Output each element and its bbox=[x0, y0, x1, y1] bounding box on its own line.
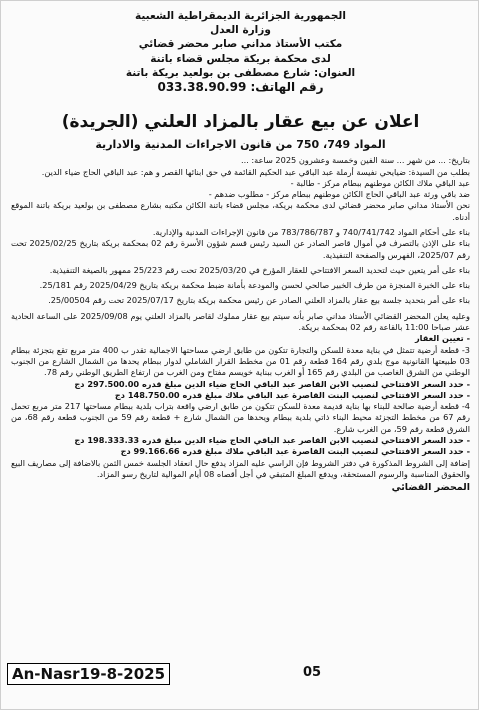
page-footer bbox=[7, 663, 472, 687]
date-line: بتاريخ: ... من شهر ... سنة الفين وخمسة وعشرون 2025 ساعة: ... bbox=[241, 155, 470, 166]
lot-3-price-son: - حدد السعر الافتتاحي لنصيب الابن القاصر عبد الباقي الحاج ضياء الدين مبلغ قدره 297.500.00 دج bbox=[74, 378, 470, 389]
hearing-paragraph: بناء على أمر يتعين حيث لتحديد السعر الافتتاحي للعقار المؤرخ في 2025/03/20 تحت رقم 25/223 ممهور بالصيغة التنفيذية. bbox=[49, 264, 470, 275]
requester-line: بطلب من السيدة: ضيايحي نفيسة أرملة عبد الباقي عبد الحكيم القائمة في حق ابنائها القصر و هم: عبد الباقي الحاج ضياء الدين. bbox=[41, 166, 470, 177]
court-line: لدى محكمة بريكة مجلس قضاء باتنة bbox=[150, 52, 331, 65]
announcement-paragraph: وعليه يعلن المحضر القضائي الأستاذ مداني صابر بأنه سيتم بيع عقار مملوك لقاصر بالمزاد العلني يوم 2025/09/08 على الساعة الحادية عشر صباحا 11:00 بالقاعة رقم 02 بمحكمة بريكة. bbox=[11, 310, 470, 333]
bailiff-signature: المحضر القضائي bbox=[391, 482, 470, 494]
notice-title: اعلان عن بيع عقار بالمزاد العلني (الجريدة) bbox=[61, 112, 420, 133]
lot-4-price-daughter: - حدد السعر الافتتاحي لنصيب البنت القاصرة عبد الباقي ملاك مبلغ قدره 99.166.66 دج bbox=[120, 446, 470, 457]
articles-paragraph: بناء على أحكام المواد 740/741/742 و 783/786/787 من قانون الإجراءات المدنية والإدارية. bbox=[152, 227, 470, 237]
expert-paragraph: بناء على الخبرة المنجزة من طرف الخبير صالحي لحسن والمودعة بأمانة ضبط محكمة بريكة بتاريخ 2025/04/29 رقم 25/181. bbox=[39, 280, 470, 291]
address-line: العنوان: شارع مصطفى بن بولعيد بريكة باتنة bbox=[125, 66, 356, 79]
newspaper-reference: An-Nasr19-8-2025 bbox=[7, 663, 170, 685]
phone-line: رقم الهاتف: 033.38.90.99 bbox=[157, 80, 324, 95]
sale-order-paragraph: بناء على أمر بتحديد جلسة بيع عقار بالمزاد العلني الصادر عن رئيس محكمة بريكة بتاريخ 2025/07/17 تحت رقم 25/00504. bbox=[48, 295, 470, 306]
property-heading: - تعيين العقار bbox=[414, 333, 470, 344]
payment-paragraph: إضافة إلى الشروط المذكورة في دفتر الشروط فإن الراسي عليه المزاد يدفع حال انعقاد الجلسة خمس الثمن بالاضافة إلى مصاريف البيع والحقوق المناسبة والرسوم المستحقة، ويدفع المبلغ المتبقي في أجل أقصاه 08 أيام الموالية لتاريخ رسو المزاد. bbox=[11, 457, 470, 479]
page-number: 05 bbox=[303, 665, 322, 680]
lot-3-price-daughter: - حدد السعر الافتتاحي لنصيب البنت القاصرة عبد الباقي ملاك مبلغ قدره 148.750.00 دج bbox=[114, 389, 470, 400]
ministry-line: وزارة العدل bbox=[210, 24, 271, 37]
lot-4-description: 4- قطعة أرضية صالحة للبناء بها بناية قديمة معدة للسكن تتكون من طابق ارضي واقعة بتراب بلدية ببطام مساحتها 217 متر مربع تحمل رقم 67 من مخطط التجزئة محيط البناء ذاتي بلدية ببطام ويحدها من الشمال شارع + قطعة رقم 59 من الجنوب قطعة رقم 68، من الشرق قطعة رقم 59، من الغرب شارع. bbox=[11, 401, 470, 434]
legal-notice bbox=[11, 9, 470, 659]
office-line: مكتب الأستاذ مداني صابر محضر قضائي bbox=[138, 38, 343, 51]
notice-body bbox=[11, 155, 470, 480]
requester-line-2: عبد الباقي ملاك الكائن موطنهم ببطام مركز - طالبة - bbox=[290, 177, 470, 188]
lot-4-price-son: - حدد السعر الافتتاحي لنصيب الابن القاصر عبد الباقي الحاج ضياء الدين مبلغ قدره 198.333.33 دج bbox=[74, 435, 470, 446]
republic-line: الجمهورية الجزائرية الديمقراطية الشعبية bbox=[135, 10, 346, 22]
lot-3-description: 3- قطعة أرضية تتمثل في بناية معدة للسكن والتجارة تتكون من طابق ارضي مساحتها الاجمالية تقدر ب 400 متر مربع تقع بتجزئة ببطام 03 طبيعتها القانونية موج بلدي رقم 164 قطعة رقم 01 من مخطط القرار الشاملي لدوار ببطام يحدها من الشمال الشارع من الجنوب الوطني من الشرق الغاصب من البلدي رقم 165 أو الغرب ببناية خويسم مفتاح ومن الغرب من ارتفاع الطريق الوطني رقم 78. bbox=[11, 344, 470, 378]
office-description: نحن الأستاذ مداني صابر محضر قضائي لدى محكمة بريكة، مجلس قضاء باتنة الكائن مكتبه بشارع مصطفى بن بولعيد بريكة باتنة الموقع أدناه. bbox=[11, 200, 470, 222]
legal-basis: المواد 749، 750 من قانون الاجراءات المدنية والادارية bbox=[95, 138, 386, 152]
permit-paragraph: بناء على الإذن بالتصرف في أموال قاصر الصادر عن السيد رئيس قسم شؤون الأسرة رقم 02 بمحكمة بريكة بتاريخ 2025/02/25 تحت رقم 2025/07، الفهرس والصفحة التنفيذية. bbox=[11, 238, 470, 260]
notice-header bbox=[11, 9, 470, 94]
against-line: ضد باقي ورثة عبد الباقي الحاج الكائن موطنهم ببطام مركز - مطلوب ضدهم - bbox=[208, 189, 470, 200]
